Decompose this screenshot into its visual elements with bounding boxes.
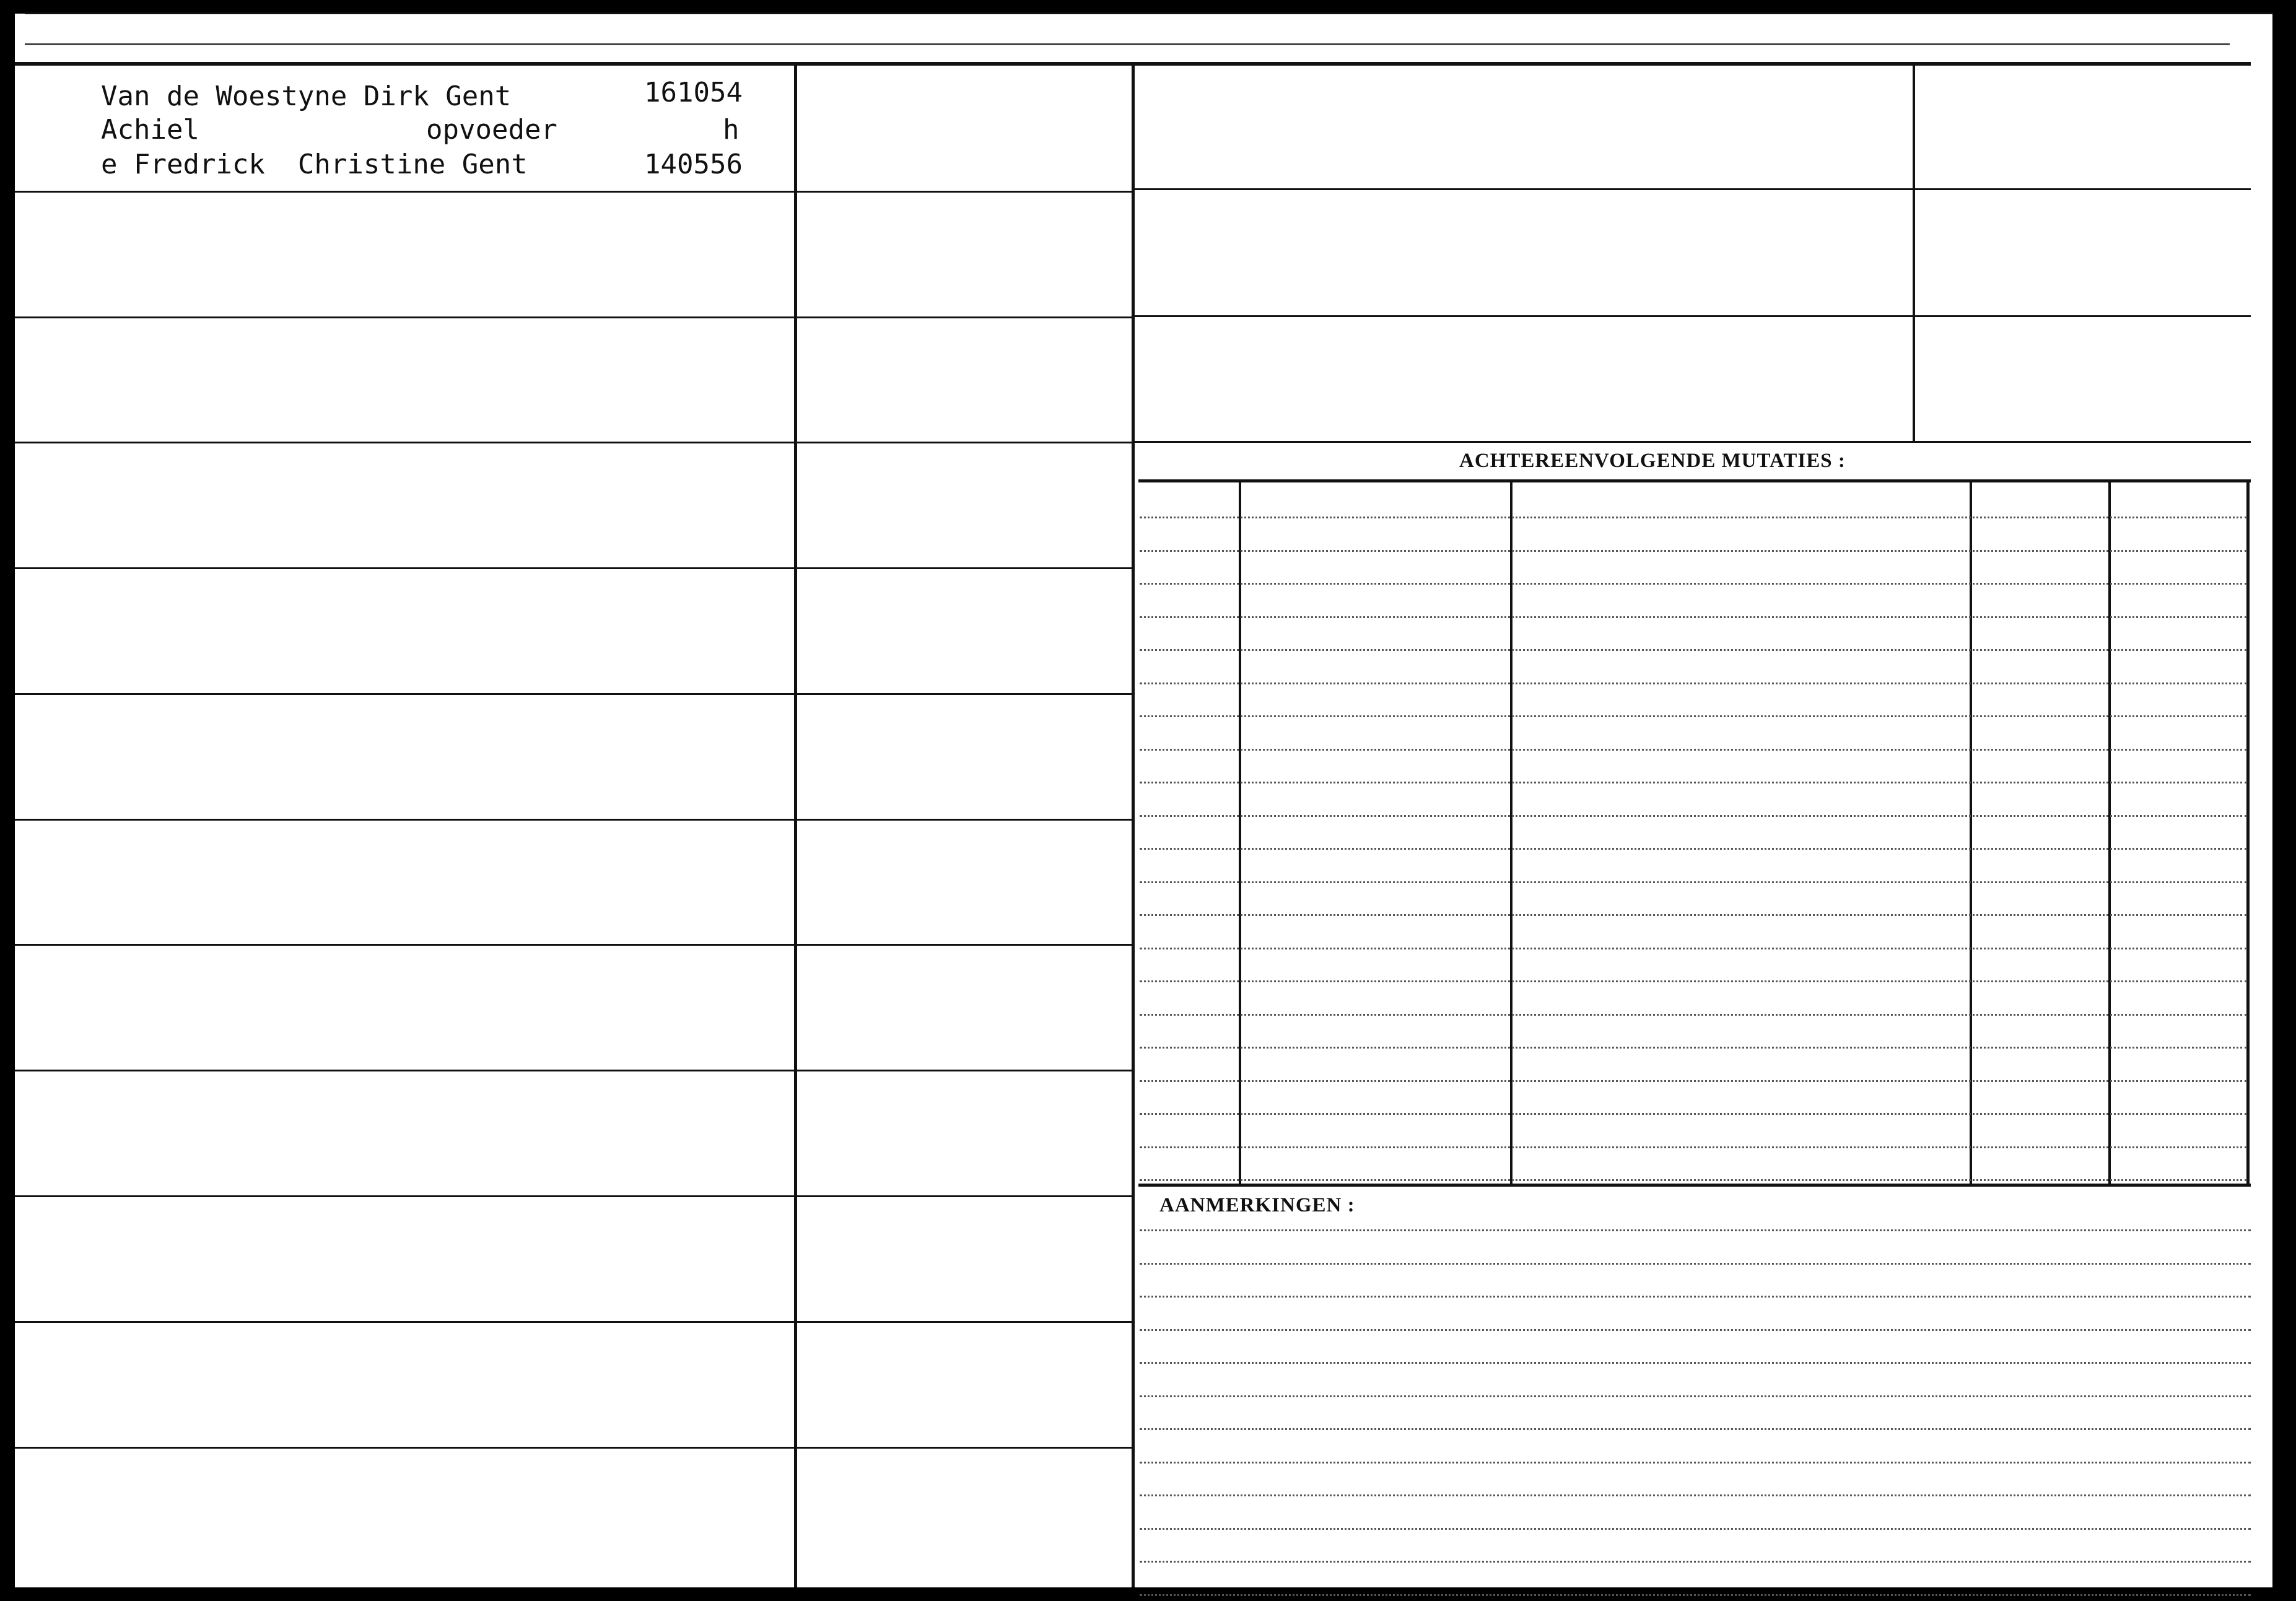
remarks-ruled-line [1140,1428,2251,1430]
row-line [15,819,1132,821]
remarks-heading: AANMERKINGEN : [1159,1194,1355,1216]
row-line [15,693,1132,695]
mutations-ruled-line [1140,1014,2247,1016]
mutations-col-divider [1239,482,1241,1184]
mutations-ruled-line [1140,848,2247,850]
row-line [15,191,1132,193]
remarks-ruled-line [1140,1462,2251,1464]
mutations-ruled-line [1140,1113,2247,1115]
mutations-ruled-line [1140,1179,2247,1181]
row-line-right [1135,441,2251,443]
mutations-ruled-line [1140,517,2247,518]
remarks-ruled-line [1140,1594,2251,1596]
mutations-ruled-line [1140,715,2247,717]
mutations-ruled-line [1140,583,2247,585]
entry-line-2-name: Achiel [101,114,199,146]
remarks-ruled-line [1140,1395,2251,1397]
mutations-ruled-line [1140,782,2247,783]
scan-border-right [2272,0,2296,1601]
mutations-ruled-line [1140,749,2247,751]
scan-border-top [0,0,2296,14]
row-line [15,1070,1132,1071]
mutations-ruled-line [1140,683,2247,684]
mutations-ruled-line [1140,914,2247,916]
row-line [15,567,1132,569]
mutations-table-top [1138,479,2251,482]
row-line-right [1135,188,2251,190]
entry-line-2-occupation: opvoeder [426,114,557,146]
column-divider-3 [1913,66,1915,441]
mutations-heading: ACHTEREENVOLGENDE MUTATIES : [1459,450,1846,472]
row-line-right [1135,315,2251,317]
remarks-ruled-line [1140,1229,2251,1231]
entry-line-3-number: 140556 [644,149,743,180]
mutations-ruled-line [1140,616,2247,618]
mutations-ruled-line [1140,948,2247,949]
column-divider-2 [1132,66,1135,1587]
row-line [15,316,1132,318]
mutations-table-bottom [1138,1184,2251,1187]
mutations-col-divider [2246,482,2250,1184]
row-line [15,442,1132,443]
scan-border-left [0,0,15,1601]
entry-line-1-number: 161054 [644,77,743,108]
mutations-ruled-line [1140,649,2247,651]
remarks-ruled-line [1140,1263,2251,1265]
row-line [15,1447,1132,1449]
mutations-ruled-line [1140,980,2247,982]
top-strip-line [25,12,2273,14]
mutations-col-divider [1970,482,1972,1184]
row-line [15,944,1132,946]
mutations-col-divider [1510,482,1512,1184]
row-line [15,1321,1132,1323]
remarks-ruled-line [1140,1329,2251,1331]
remarks-ruled-line [1140,1494,2251,1496]
mutations-ruled-line [1140,550,2247,552]
remarks-ruled-line [1140,1561,2251,1563]
remarks-ruled-line [1140,1362,2251,1364]
top-strip-line-inner [25,43,2230,45]
remarks-ruled-line [1140,1528,2251,1530]
mutations-ruled-line [1140,1047,2247,1049]
row-line [15,1195,1132,1197]
column-divider-1 [794,66,797,1587]
mutations-ruled-line [1140,1080,2247,1082]
remarks-ruled-line [1140,1296,2251,1298]
entry-line-1-name: Van de Woestyne Dirk Gent [101,81,512,112]
entry-line-3-name: e Fredrick Christine Gent [101,149,528,180]
entry-line-2-marker: h [723,114,740,146]
mutations-ruled-line [1140,815,2247,817]
mutations-ruled-line [1140,881,2247,883]
mutations-col-divider [2108,482,2111,1184]
mutations-ruled-line [1140,1146,2247,1148]
